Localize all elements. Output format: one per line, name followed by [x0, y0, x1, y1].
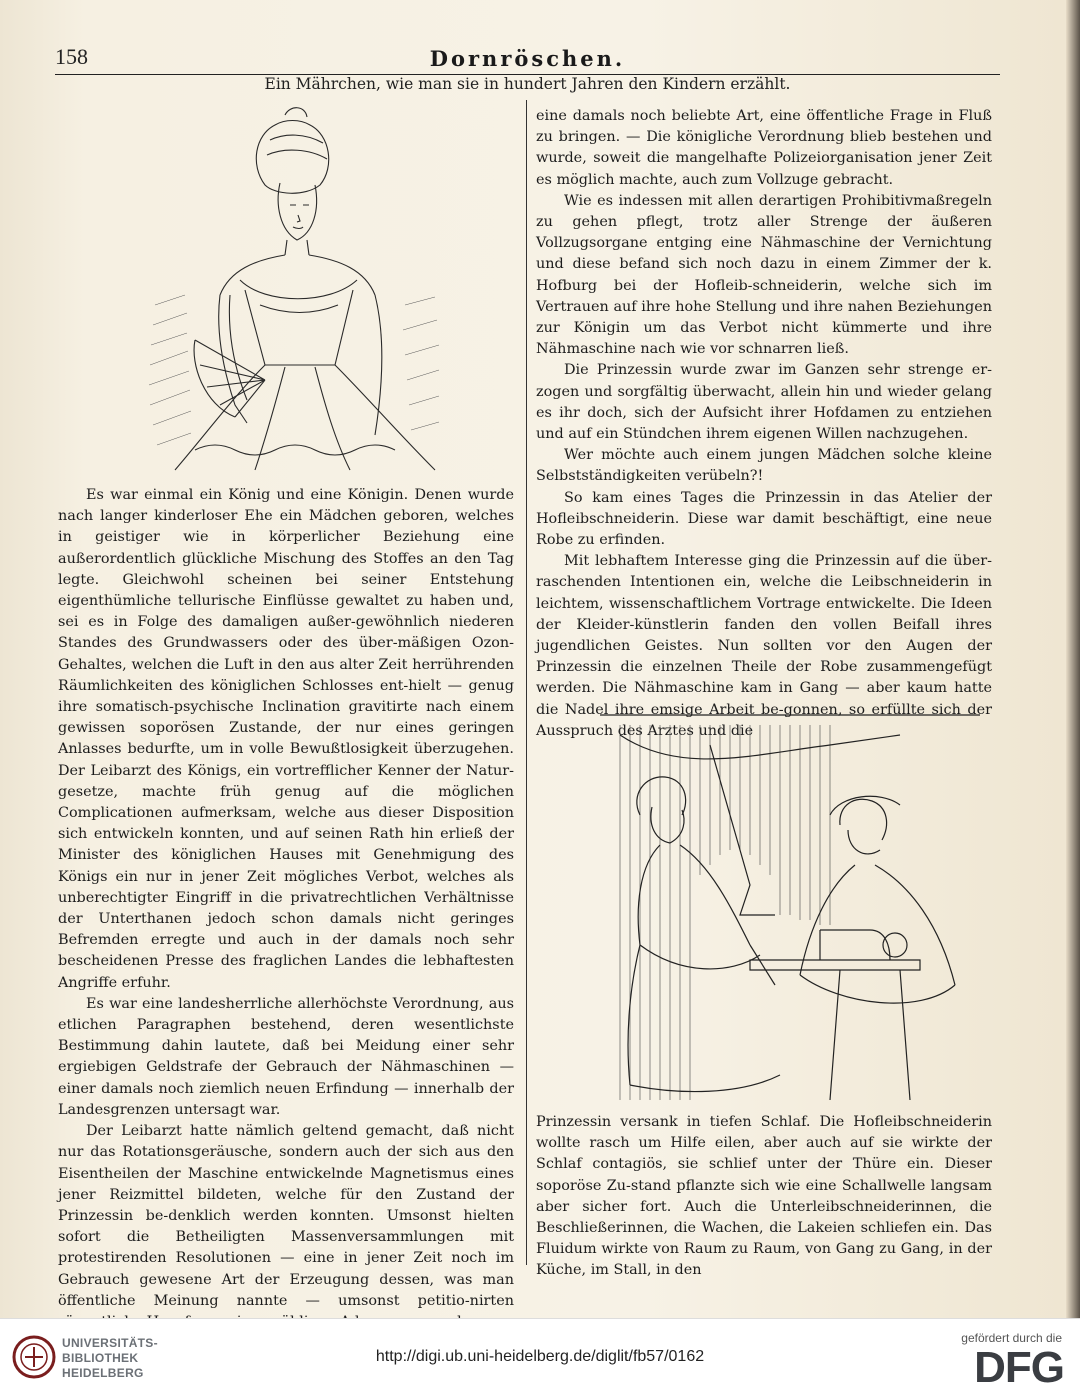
paragraph: Es war eine landesherrliche allerhöchste Verordnung, aus etlichen Paragraphen bestehend, deren wesentlichste Bestimmung dahin lautete, daß bei Meidung einer sehr ergiebigen Geldstrafe der Gebrauch der Nähmaschinen — einer damals noch ziemlich neuen Erfindung — innerhalb der Landesgrenzen untersagt war. — [58, 995, 514, 1118]
paragraph: Der Leibarzt hatte nämlich geltend gemacht, daß nicht nur das Rotationsgeräusche, sondern auch der sich aus den Eisentheilen der Maschine entwickelnde Magnetismus eines jener Reizmittel bildeten, welche für den Zustand der Prinzessin be-denklich werden konnten. Umsonst hielten sofort die Betheiligten Massenversammlungen mit protestirenden Resolutionen — eine in jener Zeit noch im Gebrauch gewesene Art der Erzeugung dessen, was man öffentliche Meinung nannte — umsonst petitio-nirten — [58, 1123, 514, 1309]
paragraph: Wie es indessen mit allen derartigen Prohibitivmaßregeln zu gehen pflegt, trotz aller Strenge der äußeren Vollzugsorgane entging eine Nähmaschine der Vernichtung und diese befand sich noch dazu in einem Zimmer der k. Hofburg bei der Hofleib-schneiderin, welche sich im Vertrauen auf ihre hohe Stellung und ihre nahen Beziehungen zur Königin um das Verbot nicht kümmerte und ihre Nähmaschine nach wie vor schnarren ließ. — [536, 192, 992, 358]
page-edge-shadow — [1066, 0, 1080, 1318]
page-subtitle: Ein Mährchen, wie man sie in hundert Jahren den Kindern erzählt. — [264, 75, 791, 93]
permalink-url[interactable]: http://digi.ub.uni-heidelberg.de/diglit/fb57/0162 — [375, 1348, 705, 1365]
paragraph: Prinzessin versank in tiefen Schlaf. Die Hofleibschneiderin wollte rasch um Hilfe eilen, aber auch auf sie wirkte der Schlaf contagiös, sie schlief unter der Thüre ein. Dieser soporöse Zu-stand pflanzte sich wie eine Schallwelle langsam aber sicher fort. Auch die Unterleibschneiderinnen, die Beschließerinnen, die Wachen, die Lakeien schliefen ein. Das Fluidum wirkte von Raum zu Raum, von Gang zu Gang, in der Küche, im Stall, in den — [536, 1114, 992, 1279]
institution-line: BIBLIOTHEK — [62, 1351, 139, 1365]
institution-line: HEIDELBERG — [62, 1366, 144, 1380]
illustration-atelier-sewing-machine — [600, 715, 980, 1100]
page-header — [55, 44, 1000, 75]
page-number: 158 — [55, 44, 88, 69]
paragraph: Es war einmal ein König und eine Königin. Denen wurde nach langer kinderloser Ehe ein Mädchen geboren, welches in geistiger wie in körperlicher Beziehung eine außerordentlich glückliche Mischung des Stoffes an den Tag legte. Gleichwohl scheinen bei seiner Entstehung eigenthümliche tellurische Einflüsse gewaltet zu haben und, sei es in Folge des damaligen außer-gewöhnlich niederen Standes des Grundwassers oder des über-mäßigen Ozon-Gehaltes, welchen die Luft in den aus alter Zeit herrührenden Räumlichkeiten des königlichen Schlosses ent-hielt — genug ihre somatisch-psychische Inclination gravitirte nach einem gewissen soporösen Zustande, der nur eines geringen Anlasses bedurfte, um in volle Bewußtlosigkeit überzugehen. Der Leibarzt des Königs, ein vortrefflicher Kenner der Natur-gesetze, machte früh genug auf die möglichen Complicationen aufmerksam, welche aus dieser Disposition sich entwickeln konnten, und auf seinen Rath hin erließ der Minister des königlichen Hauses mit Genehmigung des Königs ein nur in jener Zeit mögliches Verbot, welches als unberechtigter Eingriff in die privatrechtlichen Verhältnisse der Unterthanen jedoch schon damals nicht geringes Befremden erregte und auch in der damals noch sehr bescheidenen Presse des fraglichen Landes die lebhaftesten Angriffe erfuhr. — [58, 487, 514, 991]
institution-line: UNIVERSITÄTS- — [62, 1336, 158, 1350]
funded-by-label: gefördert durch die — [961, 1331, 1062, 1345]
page-title: Dornröschen. — [429, 46, 626, 71]
paragraph: Die Prinzessin wurde zwar im Ganzen sehr strenge er-zogen und sorgfältig überwacht, allein hin und wieder gelang es ihr doch, sich der Aufsicht ihrer Hofdamen zu entziehen und auf ein Stündchen ihrem eigenen Willen nachzugehen. — [536, 362, 992, 443]
paragraph: Wer möchte auch einem jungen Mädchen solche kleine Selbstständigkeiten verübeln?! — [536, 447, 992, 485]
paragraph: eine damals noch beliebte Art, eine öffentliche Frage in Fluß zu bringen. — Die königliche Verordnung blieb bestehen und wurde, soweit die mangelhafte Polizeiorganisation jener Zeit es möglich machte, auch zum Vollzuge gebracht. — [536, 108, 992, 188]
paragraph: So kam eines Tages die Prinzessin in das Atelier der Hofleibschneiderin. Diese war damit beschäftigt, eine neue Robe zu erfinden. — [536, 489, 992, 549]
dfg-logo: DFG — [974, 1343, 1064, 1392]
right-column-text-bottom — [536, 1112, 992, 1282]
column-divider — [526, 100, 527, 1265]
paragraph: Mit lebhaftem Interesse ging die Prinzessin auf die über-raschenden Intentionen ein, welche die Leibschneiderin in leichtem, wissenschaftlichem Vortrage entwickelte. Die Ideen der Kleider-künstlerin fanden den vollen Beifall ihres jugendlichen Geistes. Nun sollten vor den Augen der Prinzessin die einzelnen Theile der Robe zusammengefügt werden. Die Nähmaschine kam in Gang — aber kaum hatte die Nadel ihre emsige Arbeit be-gonnen, so erfüllte sich der Ausspruch des Arztes und die — [536, 553, 992, 739]
left-column-text — [58, 485, 514, 1333]
right-column-text-top — [536, 106, 992, 742]
illustration-princess-with-fan — [135, 105, 465, 475]
viewer-footer — [0, 1318, 1080, 1399]
